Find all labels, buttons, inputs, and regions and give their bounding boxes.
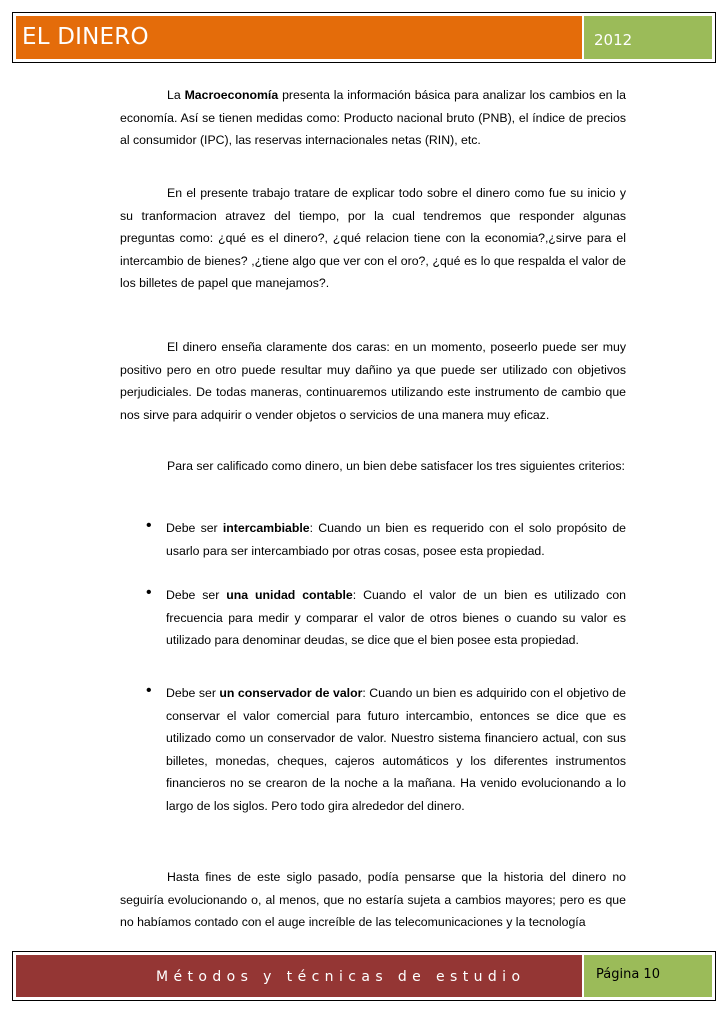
bullet-bold-term: una unidad contable <box>226 588 353 602</box>
bullet-text: : Cuando un bien es adquirido con el objetivo de conservar el valor comercial para futuro intercambio, entonces se dice que es utilizado como un conservador de valor. Nuestro sistema financiero actual, con sus billetes, monedas, cheques, cajeros automáticos y los diferentes instrumentos financieros no se crearon de la noche a la mañana. Ha venido evolucionando a lo largo de los siglos. Pero todo gira alrededor del dinero. <box>166 686 626 813</box>
paragraph-text: En el presente trabajo tratare de explicar todo sobre el dinero como fue su inicio y su tranformacion atravez del tiempo, por la cual tendremos que responder algunas preguntas como: ¿qué es el dinero?, ¿qué relacion tiene con la economia?,¿sirve para el intercambio de bienes? ,¿tiene algo que ver con el oro?, ¿qué es lo que respalda el valor de los billetes de papel que manejamos?. <box>120 186 626 290</box>
paragraph-two-faces <box>120 336 626 426</box>
bullet-text: : Cuando un bien es requerido con el solo propósito de usarlo para ser intercambiado por otras cosas, posee esta propiedad. <box>166 521 626 558</box>
bullet-item-intercambiable <box>166 517 626 562</box>
bullet-text: : Cuando el valor de un bien es utilizado con frecuencia para medir y comparar el valor de otros bienes o cuando su valor es utilizado para denominar deudas, se dice que el bien posee esta propiedad. <box>166 588 626 647</box>
paragraph-criteria-intro <box>120 455 626 478</box>
bullet-item-conservador-valor <box>166 682 626 817</box>
footer-course-title: Métodos y técnicas de estudio <box>156 969 526 985</box>
document-title: EL DINERO <box>22 24 149 50</box>
paragraph-macroeconomia <box>120 84 626 152</box>
paragraph-text: La <box>167 88 185 102</box>
paragraph-text: Para ser calificado como dinero, un bien debe satisfacer los tres siguientes criterios: <box>167 459 625 473</box>
paragraph-text: presenta la información básica para analizar los cambios en la economía. Así se tienen medidas como: Producto nacional bruto (PNB), el índice de precios al consumidor (IPC), las reservas internacionales netas (RIN), etc. <box>120 88 626 147</box>
paragraph-text: El dinero enseña claramente dos caras: en un momento, poseerlo puede ser muy positivo pero en otro puede resultar muy dañino ya que puede ser utilizado con objetivos perjudiciales. De todas maneras, continuaremos utilizando este instrumento de cambio que nos sirve para adquirir o vender objetos o servicios de una manera muy eficaz. <box>120 340 626 422</box>
paragraph-bold-term: Macroeconomía <box>184 88 279 102</box>
paragraph-introduction <box>120 182 626 295</box>
bullet-text: Debe ser <box>166 521 223 535</box>
page-number: Página 10 <box>596 967 660 982</box>
document-year: 2012 <box>594 31 633 49</box>
bullet-text: Debe ser <box>166 588 227 602</box>
bullet-bold-term: intercambiable <box>222 521 310 535</box>
bullet-text: Debe ser <box>166 686 220 700</box>
paragraph-text: Hasta fines de este siglo pasado, podía pensarse que la historia del dinero no seguiría evolucionando o, al menos, que no estaría sujeta a cambios mayores; pero es que no habíamos contado con el auge increíble de las telecomunicaciones y la tecnología <box>120 870 626 929</box>
bullet-marker: • <box>146 584 152 601</box>
bullet-bold-term: un conservador de valor <box>219 686 363 700</box>
bullet-item-unidad-contable <box>166 584 626 652</box>
bullet-marker: • <box>146 682 152 699</box>
bullet-marker: • <box>146 517 152 534</box>
paragraph-history <box>120 866 626 934</box>
